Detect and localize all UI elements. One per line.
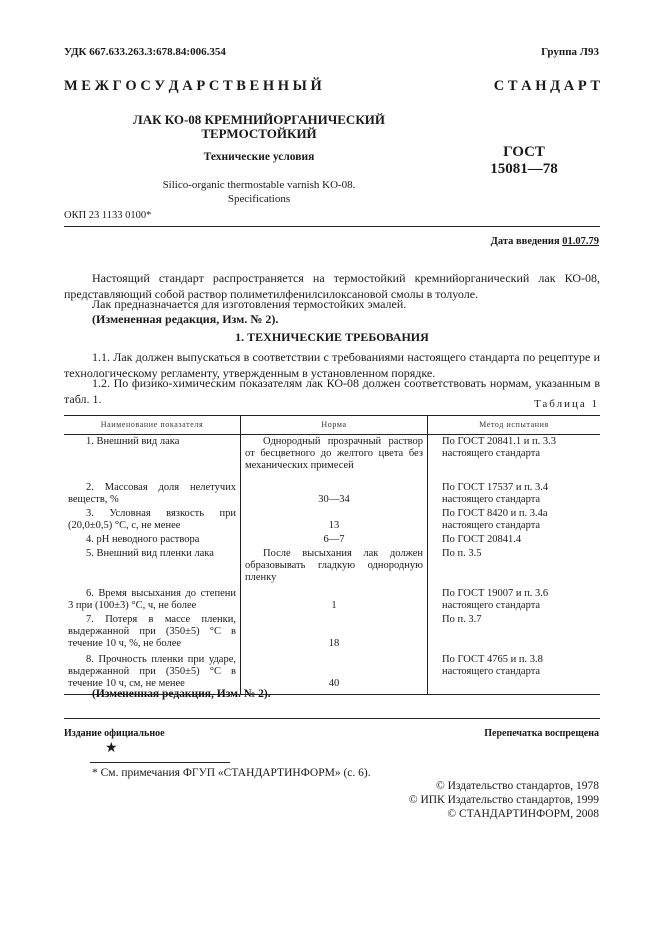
clause-1-1: 1.1. Лак должен выпускаться в соответствии с требованиями настоящего стандарта по рецептуре и технологическому регламенту, утвержденным в установленном порядке. bbox=[64, 350, 600, 380]
standard-banner bbox=[64, 78, 600, 95]
section-title: 1. ТЕХНИЧЕСКИЕ ТРЕБОВАНИЯ bbox=[235, 330, 429, 344]
footnote: * См. примечания ФГУП «СТАНДАРТИНФОРМ» (с. 6). bbox=[92, 767, 371, 779]
header-method: Метод испытания bbox=[428, 416, 601, 435]
norm-cell bbox=[241, 507, 428, 533]
indicator-cell: 6. Время высыхания до степени 3 при (100±3) °С, ч, не более bbox=[68, 587, 236, 611]
norm-cell bbox=[241, 481, 428, 507]
copyright-line: © ИПК Издательство стандартов, 1999 bbox=[408, 794, 599, 806]
banner-word-interstate: М Е Ж Г О С У Д А Р С Т В Е Н Н Ы Й bbox=[64, 78, 322, 94]
header-indicator: Наименование показателя bbox=[64, 416, 241, 435]
method-cell: По ГОСТ 4765 и п. 3.8 настоящего стандарта bbox=[428, 653, 601, 695]
purpose-paragraph: Лак предназначается для изготовления термостойких эмалей. bbox=[92, 297, 407, 311]
clause-1-2: 1.2. По физико-химическим показателям лак КО-08 должен соответствовать нормам, указанным в табл. 1. bbox=[64, 376, 600, 406]
divider bbox=[64, 226, 600, 227]
date-label: Дата введения bbox=[490, 236, 560, 247]
table-row bbox=[64, 587, 600, 613]
table-row bbox=[64, 533, 600, 547]
amendment-note: (Измененная редакция, Изм. № 2). bbox=[92, 312, 279, 326]
norm-cell bbox=[241, 587, 428, 613]
norm-text: 30—34 bbox=[318, 493, 350, 505]
document-subtitle: Технические условия bbox=[203, 151, 315, 163]
method-cell: По ГОСТ 20841.1 и п. 3.3 настоящего стандарта bbox=[428, 435, 601, 481]
norm-text: После высыхания лак должен образовывать гладкую однородную пленку bbox=[245, 547, 423, 583]
footnote-divider bbox=[90, 762, 230, 763]
amendment-note-2: (Измененная редакция, Изм. № 2). bbox=[92, 688, 271, 700]
norm-text: 18 bbox=[328, 637, 340, 649]
indicator-cell: 7. Потеря в массе пленки, выдержанной при (350±5) °С в течение 10 ч, %, не более bbox=[68, 613, 236, 649]
norm-cell bbox=[241, 435, 428, 481]
method-cell: По ГОСТ 8420 и п. 3.4а настоящего стандарта bbox=[428, 507, 601, 533]
method-cell: По ГОСТ 17537 и п. 3.4 настоящего стандарта bbox=[428, 481, 601, 507]
indicator-cell: 4. рН неводного раствора bbox=[86, 533, 200, 545]
table-row bbox=[64, 613, 600, 653]
copyright-line: © Издательство стандартов, 1978 bbox=[435, 780, 599, 792]
header-norm: Норма bbox=[241, 416, 428, 435]
indicator-cell: 5. Внешний вид пленки лака bbox=[86, 547, 214, 559]
group-code: Группа Л93 bbox=[541, 46, 599, 58]
norm-cell: 6—7 bbox=[241, 533, 428, 547]
norm-cell bbox=[241, 547, 428, 587]
norm-cell bbox=[241, 613, 428, 653]
method-cell: По ГОСТ 19007 и п. 3.6 настоящего стандарта bbox=[428, 587, 601, 613]
introduction-date bbox=[491, 236, 599, 247]
title-line-1: ЛАК КО-08 КРЕМНИЙОРГАНИЧЕСКИЙ bbox=[133, 112, 385, 127]
title-line-2: ТЕРМОСТОЙКИЙ bbox=[201, 126, 317, 141]
table-row bbox=[64, 507, 600, 533]
indicator-cell: 3. Условная вязкость при (20,0±0,5) °С, с, не менее bbox=[68, 507, 236, 531]
english-title-line-2: Specifications bbox=[227, 193, 291, 205]
gost-designation bbox=[464, 144, 584, 178]
english-title-line-1: Silico-organic thermostable varnish KO-08. bbox=[162, 179, 356, 191]
copyright-line: © СТАНДАРТИНФОРМ, 2008 bbox=[447, 808, 599, 820]
okp-code: ОКП 23 1133 0100* bbox=[64, 210, 152, 221]
date-value: 01.07.79 bbox=[562, 236, 599, 247]
banner-word-standard: С Т А Н Д А Р Т bbox=[493, 78, 600, 94]
norm-text: 13 bbox=[328, 519, 340, 531]
table-row bbox=[64, 435, 600, 481]
table-header-row bbox=[64, 416, 600, 435]
star-icon: ★ bbox=[105, 741, 118, 756]
method-cell: По п. 3.7 bbox=[428, 613, 601, 653]
reprint-prohibited: Перепечатка воспрещена bbox=[484, 728, 599, 739]
official-edition: Издание официальное bbox=[64, 728, 165, 739]
scope-paragraph: Настоящий стандарт распространяется на термостойкий кремнийорганический лак КО-08, представляющий собой раствор полиметилфенилсилоксановой смолы в толуоле. bbox=[64, 271, 600, 301]
english-title bbox=[64, 178, 454, 206]
norm-text: Однородный прозрачный раствор от бесцветного до желтого цвета без механических примесей bbox=[245, 436, 423, 471]
norm-text: 40 bbox=[328, 677, 340, 689]
table-row bbox=[64, 481, 600, 507]
indicator-cell: 1. Внешний вид лака bbox=[86, 436, 180, 447]
table-row bbox=[64, 547, 600, 587]
gost-label: ГОСТ bbox=[503, 144, 545, 160]
udk-code: УДК 667.633.263.3:678.84:006.354 bbox=[64, 46, 226, 58]
requirements-table bbox=[64, 415, 600, 695]
indicator-cell: 2. Массовая доля нелетучих веществ, % bbox=[68, 481, 236, 505]
table-caption: Таблица 1 bbox=[533, 398, 599, 410]
divider bbox=[64, 718, 600, 719]
document-title bbox=[64, 113, 454, 141]
norm-text: 1 bbox=[331, 599, 337, 611]
indicator-cell: 8. Прочность пленки при ударе, выдержанной при (350±5) °С в течение 10 ч, см, не менее bbox=[64, 653, 241, 695]
gost-number: 15081—78 bbox=[490, 161, 558, 177]
method-cell: По п. 3.5 bbox=[428, 547, 601, 587]
method-cell: По ГОСТ 20841.4 bbox=[428, 533, 601, 547]
